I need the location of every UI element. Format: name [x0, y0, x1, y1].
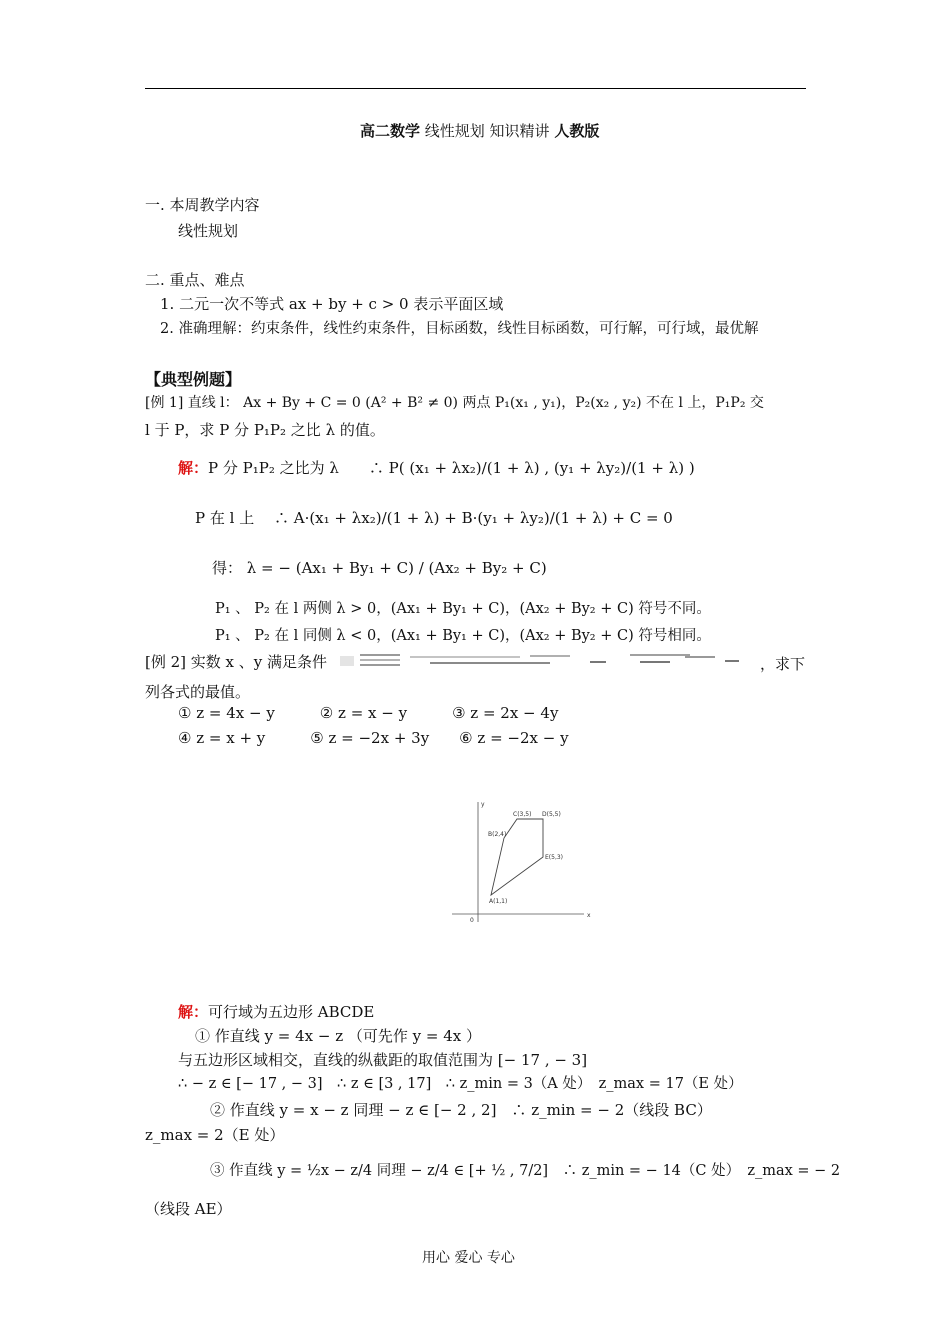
example2-solution-2: ① 作直线 y = 4x − z （可先作 y = 4x ）: [195, 1027, 482, 1045]
vertex-label: A(1,1): [489, 898, 508, 905]
example2-solution-7: ③ 作直线 y = ½x − z/4 同理 − z/4 ∈ [+ ½ , 7/2] ∴ z_min = − 14（C 处） z_max = − 2: [210, 1163, 841, 1179]
example2-solution-3: 与五边形区域相交，直线的纵截距的取值范围为 [− 17 , − 3]: [178, 1051, 588, 1069]
solution-label: 解：: [178, 459, 209, 477]
example2-line1b: ，求下: [760, 655, 806, 673]
examples-heading: 【典型例题】: [145, 370, 242, 389]
example1-line1: [例 1] 直线 l： Ax + By + C = 0 (A² + B² ≠ 0) 两点 P₁(x₁ , y₁)，P₂(x₂ , y₂) 不在 l 上，P₁P₂ 交: [145, 395, 764, 411]
solution-label: 解：: [178, 1003, 209, 1021]
example1-solution-2: P 在 l 上 ∴ A·(x₁ + λx₂)/(1 + λ) + B·(y₁ + λy₂)/(1 + λ) + C = 0: [195, 509, 673, 527]
vertex-label: B(2,4): [488, 831, 507, 838]
example1-solution-1: 解：P 分 P₁P₂ 之比为 λ ∴ P( (x₁ + λx₂)/(1 + λ) , (y₁ + λy₂)/(1 + λ) ): [178, 459, 695, 477]
example1-line2: l 于 P，求 P 分 P₁P₂ 之比 λ 的值。: [145, 421, 385, 439]
vertex-label: C(3,5): [513, 811, 532, 818]
section2-item-2: 2. 准确理解：约束条件，线性约束条件，目标函数，线性目标函数，可行解，可行域，最优解: [160, 321, 759, 337]
vertex-label: E(5,3): [545, 854, 564, 861]
page-footer: 用心 爱心 专心: [422, 1250, 515, 1266]
section1-heading: 一. 本周教学内容: [145, 196, 260, 214]
example2-items-row1: ① z = 4x − y ② z = x − y ③ z = 2x − 4y: [178, 704, 559, 722]
page-title: 高二数学 线性规划 知识精讲 人教版: [360, 122, 600, 140]
example2-line2: 列各式的最值。: [145, 683, 251, 701]
example2-solution-4: ∴ − z ∈ [− 17 , − 3] ∴ z ∈ [3 , 17] ∴ z_min = 3（A 处） z_max = 17（E 处）: [178, 1076, 743, 1092]
origin-label: 0: [470, 917, 474, 924]
section1-body: 线性规划: [178, 222, 239, 240]
feasible-region-figure: [452, 800, 592, 930]
constraint-image-blurred: [340, 652, 750, 668]
y-axis-label: y: [481, 801, 485, 808]
example2-line1a: [例 2] 实数 x 、y 满足条件: [145, 653, 328, 671]
example2-solution-1: 解：可行域为五边形 ABCDE: [178, 1003, 375, 1021]
section2-item-1: 1. 二元一次不等式 ax + by + c > 0 表示平面区域: [160, 295, 504, 313]
example1-solution-4: P₁ 、 P₂ 在 l 两侧 λ > 0，(Ax₁ + By₁ + C)，(Ax₂ + By₂ + C) 符号不同。: [215, 601, 711, 617]
example2-solution-5: ② 作直线 y = x − z 同理 − z ∈ [− 2 , 2] ∴ z_min = − 2（线段 BC）: [210, 1101, 712, 1119]
x-axis-label: x: [587, 912, 591, 919]
example2-items-row2: ④ z = x + y ⑤ z = −2x + 3y ⑥ z = −2x − y: [178, 729, 569, 747]
section2-heading: 二. 重点、难点: [145, 271, 245, 289]
example1-solution-3: 得： λ = − (Ax₁ + By₁ + C) / (Ax₂ + By₂ + C): [212, 559, 547, 577]
vertex-label: D(5,5): [542, 811, 561, 818]
header-rule: [145, 88, 806, 89]
example1-solution-5: P₁ 、 P₂ 在 l 同侧 λ < 0，(Ax₁ + By₁ + C)，(Ax₂ + By₂ + C) 符号相同。: [215, 628, 711, 644]
example2-solution-8: （线段 AE）: [145, 1200, 232, 1218]
example2-solution-6: z_max = 2（E 处）: [145, 1126, 285, 1144]
